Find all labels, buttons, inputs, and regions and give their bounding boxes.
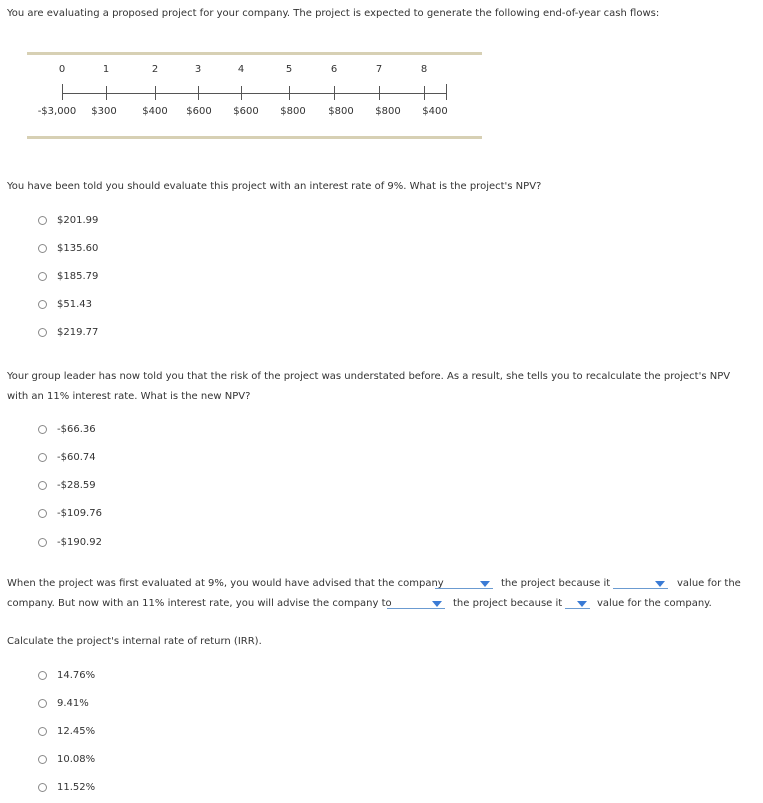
radio-button[interactable] [38,727,47,736]
option-label: 11.52% [57,781,96,793]
value-dropdown-2[interactable] [565,598,590,609]
radio-button[interactable] [38,755,47,764]
q1-option[interactable] [38,297,92,311]
option-label: 10.08% [57,753,96,765]
q3-line1-part1: When the project was first evaluated at 9%, you would have advised that the company [7,578,444,589]
radio-button[interactable] [38,699,47,708]
period-label: 2 [151,64,159,75]
radio-button[interactable] [38,783,47,792]
q1-option[interactable] [38,213,98,227]
option-label: 12.45% [57,725,96,737]
q4-option[interactable] [38,752,95,766]
option-label: -$109.76 [57,507,102,519]
option-label: $201.99 [57,214,99,226]
period-label: 4 [237,64,245,75]
q1-option[interactable] [38,269,98,283]
timeline-bottom-rule [27,136,482,139]
option-label: 9.41% [57,697,89,709]
chevron-down-icon [432,601,442,607]
q2-option[interactable] [38,422,96,436]
q3-line1-part3: value for the [677,578,741,589]
radio-button[interactable] [38,272,47,281]
radio-button[interactable] [38,538,47,547]
q4-prompt: Calculate the project's internal rate of return (IRR). [7,636,262,647]
option-label: 14.76% [57,669,96,681]
value-dropdown-1[interactable] [613,578,668,589]
cash-flow-value: $400 [422,106,448,117]
radio-button[interactable] [38,453,47,462]
period-label: 5 [285,64,293,75]
timeline-axis [0,0,763,110]
radio-button[interactable] [38,244,47,253]
q4-option[interactable] [38,780,95,794]
q4-option[interactable] [38,696,89,710]
cash-flow-value: $300 [91,106,117,117]
q1-option[interactable] [38,241,98,255]
radio-button[interactable] [38,216,47,225]
option-label: -$66.36 [57,423,96,435]
q1-prompt: You have been told you should evaluate this project with an interest rate of 9%. What is the project's NPV? [7,181,542,192]
radio-button[interactable] [38,481,47,490]
q3-line2-part1: company. But now with an 11% interest rate, you will advise the company to [7,598,392,609]
q4-option[interactable] [38,668,95,682]
period-label: 7 [375,64,383,75]
radio-button[interactable] [38,328,47,337]
q2-option[interactable] [38,535,102,549]
advice-dropdown-2[interactable] [387,598,445,609]
option-label: $185.79 [57,270,99,282]
cash-flow-value: $800 [280,106,306,117]
cash-flow-value: -$3,000 [37,106,77,117]
cash-flow-value: $800 [375,106,401,117]
cash-flow-value: $400 [142,106,168,117]
cash-flow-value: $800 [328,106,354,117]
chevron-down-icon [480,581,490,587]
option-label: -$28.59 [57,479,96,491]
cash-flow-value: $600 [233,106,259,117]
radio-button[interactable] [38,300,47,309]
option-label: $135.60 [57,242,99,254]
radio-button[interactable] [38,671,47,680]
q3-line2-part2: the project because it [453,598,563,609]
period-label: 6 [330,64,338,75]
intro-text: You are evaluating a proposed project for your company. The project is expected to generate the following end-of-year cash flows: [7,8,660,19]
option-label: $219.77 [57,326,99,338]
radio-button[interactable] [38,425,47,434]
period-label: 0 [58,64,66,75]
q2-prompt: Your group leader has now told you that the risk of the project was understated before. As a result, she tells you to recalculate the project's NPV with an 11% interest rate. What is the new NPV? [7,371,731,402]
q4-option[interactable] [38,724,95,738]
period-label: 3 [194,64,202,75]
option-label: -$190.92 [57,536,102,548]
q3-line2-part3: value for the company. [597,598,712,609]
q2-option[interactable] [38,506,102,520]
chevron-down-icon [577,601,587,607]
advice-dropdown-1[interactable] [435,578,493,589]
q1-option[interactable] [38,325,98,339]
chevron-down-icon [655,581,665,587]
period-label: 8 [420,64,428,75]
cash-flow-value: $600 [186,106,212,117]
q2-option[interactable] [38,450,96,464]
q2-option[interactable] [38,478,96,492]
period-label: 1 [102,64,110,75]
option-label: $51.43 [57,298,92,310]
q3-line1-part2: the project because it [501,578,611,589]
radio-button[interactable] [38,509,47,518]
option-label: -$60.74 [57,451,96,463]
